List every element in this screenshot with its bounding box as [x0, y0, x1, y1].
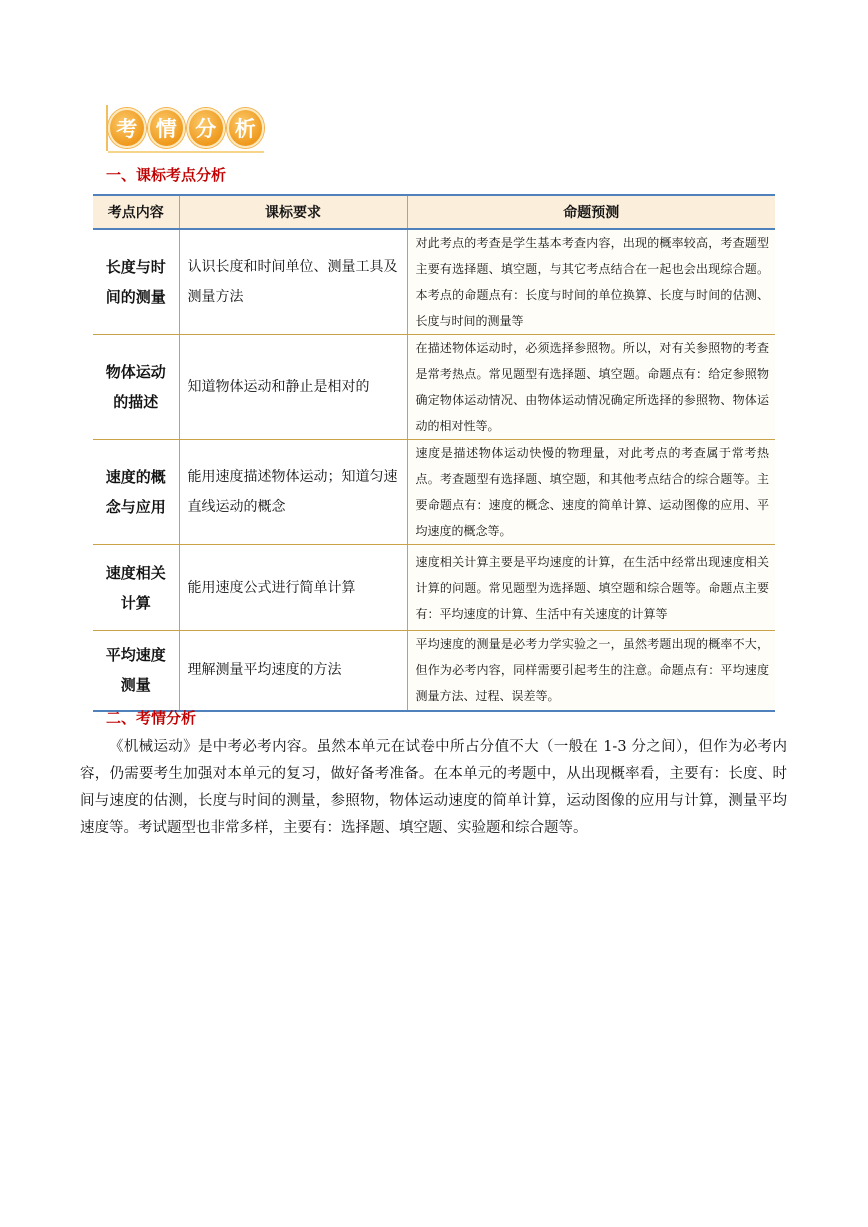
requirement-cell: 认识长度和时间单位、测量工具及测量方法 — [179, 229, 407, 335]
requirement-cell: 能用速度描述物体运动；知道匀速直线运动的概念 — [179, 440, 407, 545]
table-row — [93, 545, 775, 631]
requirement-cell: 能用速度公式进行简单计算 — [179, 545, 407, 631]
point-cell: 长度与时间的测量 — [93, 229, 179, 335]
table-row — [93, 335, 775, 440]
prediction-cell: 在描述物体运动时，必须选择参照物。所以，对有关参照物的考查是常考热点。常见题型有选择题、填空题。命题点有：给定参照物确定物体运动情况、由物体运动情况确定所选择的参照物、物体运动的相对性等。 — [407, 335, 775, 440]
prediction-cell: 对此考点的考查是学生基本考查内容，出现的概率较高，考查题型主要有选择题、填空题，与其它考点结合在一起也会出现综合题。本考点的命题点有：长度与时间的单位换算、长度与时间的估测、长度与时间的测量等 — [407, 229, 775, 335]
table-row — [93, 229, 775, 335]
badge-char: 考 — [108, 108, 146, 148]
prediction-cell: 速度是描述物体运动快慢的物理量，对此考点的考查属于常考热点。考查题型有选择题、填空题，和其他考点结合的综合题等。主要命题点有：速度的概念、速度的简单计算、运动图像的应用、平均速度的概念等。 — [407, 440, 775, 545]
prediction-cell: 速度相关计算主要是平均速度的计算，在生活中经常出现速度相关计算的问题。常见题型为选择题、填空题和综合题等。命题点主要有：平均速度的计算、生活中有关速度的计算等 — [407, 545, 775, 631]
section-title-analysis: 二、考情分析 — [106, 709, 197, 727]
prediction-cell: 平均速度的测量是必考力学实验之一，虽然考题出现的概率不大，但作为必考内容，同样需要引起考生的注意。命题点有：平均速度测量方法、过程、误差等。 — [407, 631, 775, 711]
analysis-paragraph: 《机械运动》是中考必考内容。虽然本单元在试卷中所占分值不大（一般在 1-3 分之间），但作为必考内容，仍需要考生加强对本单元的复习，做好备考准备。在本单元的考题中，从出现概率看，主要有：长度、时间与速度的估测，长度与时间的测量，参照物，物体运动速度的简单计算，运动图像的应用与计算，测量平均速度等。考试题型也非常多样，主要有：选择题、填空题、实验题和综合题等。 — [80, 739, 787, 836]
point-cell: 物体运动的描述 — [93, 335, 179, 440]
table-row — [93, 440, 775, 545]
column-header: 考点内容 — [93, 195, 179, 229]
point-cell: 速度的概念与应用 — [93, 440, 179, 545]
requirement-cell: 知道物体运动和静止是相对的 — [179, 335, 407, 440]
badge-char: 分 — [187, 108, 225, 148]
table-row — [93, 631, 775, 711]
column-header: 命题预测 — [407, 195, 775, 229]
section-title-standards: 一、课标考点分析 — [106, 166, 227, 184]
point-cell: 速度相关计算 — [93, 545, 179, 631]
point-cell: 平均速度测量 — [93, 631, 179, 711]
column-header: 课标要求 — [179, 195, 407, 229]
table-header-row — [93, 195, 775, 229]
badge-char: 析 — [227, 108, 265, 148]
badge-char: 情 — [148, 108, 186, 148]
standards-table — [93, 194, 775, 712]
requirement-cell: 理解测量平均速度的方法 — [179, 631, 407, 711]
section-badge — [106, 103, 264, 153]
